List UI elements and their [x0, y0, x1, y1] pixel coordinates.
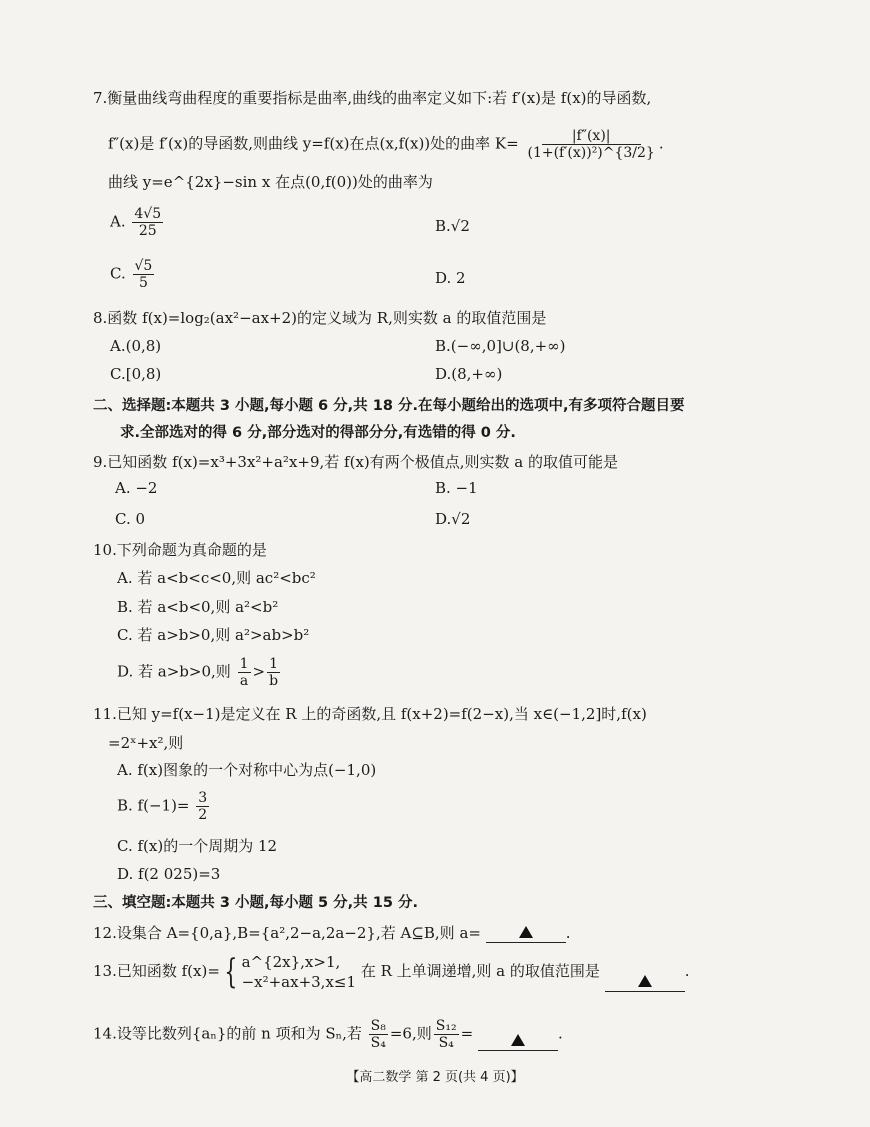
q8-option-c: C.[0,8): [110, 365, 162, 383]
q9-option-b: B. −1: [435, 479, 478, 497]
q9-option-a: A. −2: [115, 479, 158, 497]
q11-option-c: C. f(x)的一个周期为 12: [117, 837, 278, 855]
section3-heading: 三、填空题:本题共 3 小题,每小题 5 分,共 15 分.: [93, 895, 418, 911]
page-footer: 【高二数学 第 2 页(共 4 页)】: [346, 1070, 524, 1085]
q13-line: [93, 952, 689, 992]
fraction-numerator: √5: [134, 258, 153, 274]
q7-option-c: [110, 258, 156, 291]
q10-option-b: B. 若 a<b<0,则 a²<b²: [117, 598, 279, 616]
q12-line: [93, 922, 571, 943]
fraction-denominator: b: [269, 673, 279, 689]
q7-line2: f″(x)是 f′(x)的导函数,则曲线 y=f(x)在点(x,f(x))处的曲率 K= $\frac{|f''(x)|}{\text{(1+(f′(x))²)\textasciicircum{}\{3/2\}}}$ .: [108, 128, 664, 161]
fraction-three-halves: [196, 790, 209, 823]
equals: =: [460, 1024, 474, 1043]
q11-option-a: A. f(x)图象的一个对称中心为点(−1,0): [117, 761, 377, 779]
option-label: A.: [110, 212, 126, 231]
q10-option-c: C. 若 a>b>0,则 a²>ab>b²: [117, 626, 310, 644]
fraction-denominator: S₄: [438, 1035, 454, 1051]
q13-answer-blank[interactable]: [605, 971, 685, 992]
left-brace-icon: {: [224, 952, 238, 992]
q7-line3: 曲线 y=e^{2x}−sin x 在点(0,f(0))处的曲率为: [108, 173, 433, 191]
q8-stem: 8.函数 f(x)=log₂(ax²−ax+2)的定义域为 R,则实数 a 的取值范围是: [93, 309, 547, 327]
q14-stem: 14.设等比数列{aₙ}的前 n 项和为 Sₙ,若: [93, 1024, 362, 1043]
fraction-denominator: 5: [138, 275, 148, 291]
q8-option-d: D.(8,+∞): [435, 365, 503, 383]
q8-option-b: B.(−∞,0]∪(8,+∞): [435, 337, 566, 355]
fraction-numerator: 3: [198, 790, 208, 806]
fraction-denominator: 25: [138, 223, 157, 239]
fraction-denominator: S₄: [370, 1035, 386, 1051]
fraction-denominator: a: [239, 673, 249, 689]
q14-middle: =6,则: [389, 1024, 432, 1043]
q12-stem: 12.设集合 A={0,a},B={a²,2−a,2a−2},若 A⊆B,则 a=: [93, 924, 481, 942]
fraction-s12-over-s4: [434, 1018, 459, 1051]
triangle-icon: [519, 926, 533, 938]
greater-than: >: [252, 662, 266, 681]
period: .: [557, 1024, 563, 1043]
piecewise-function: [242, 952, 356, 992]
fraction-numerator: 1: [269, 656, 279, 672]
q9-stem: 9.已知函数 f(x)=x³+3x²+a²x+9,若 f(x)有两个极值点,则实数 a 的取值可能是: [93, 453, 619, 471]
q11-line2: =2ˣ+x²,则: [108, 734, 184, 752]
q12-answer-blank[interactable]: [486, 922, 566, 943]
fraction-numerator: 4√5: [134, 206, 162, 222]
fraction-s8-over-s4: [369, 1018, 388, 1051]
fraction-numerator: S₈: [370, 1018, 386, 1034]
period: .: [684, 962, 690, 980]
q10-stem: 10.下列命题为真命题的是: [93, 541, 267, 559]
fraction-denominator: 2: [198, 807, 208, 823]
q11-option-b: [117, 790, 211, 823]
period: .: [565, 924, 571, 942]
q10-option-d-text: D. 若 a>b>0,则: [117, 662, 231, 681]
q8-option-a: A.(0,8): [110, 337, 162, 355]
q11-line1: 11.已知 y=f(x−1)是定义在 R 上的奇函数,且 f(x+2)=f(2−x),当 x∈(−1,2]时,f(x): [93, 705, 647, 723]
q7-option-a: [110, 206, 165, 239]
piece-lower: −x²+ax+3,x≤1: [241, 973, 357, 991]
triangle-icon: [511, 1034, 525, 1046]
q9-option-c: C. 0: [115, 510, 146, 528]
q10-option-d: [117, 656, 282, 689]
curvature-denominator: (1+(f′(x))²)^{3/2}: [527, 145, 655, 161]
fraction-1-over-a: [238, 656, 251, 689]
q7-line2-text: f″(x)是 f′(x)的导函数,则曲线 y=f(x)在点(x,f(x))处的曲率 K=: [108, 134, 519, 153]
fraction-1-over-b: [267, 656, 280, 689]
triangle-icon: [638, 975, 652, 987]
q7-option-c-fraction: [133, 258, 155, 291]
q7-option-b: B.√2: [435, 217, 470, 235]
fraction-numerator: 1: [239, 656, 249, 672]
piece-upper: a^{2x},x>1,: [241, 953, 341, 971]
section2-heading: 二、选择题:本题共 3 小题,每小题 6 分,共 18 分.在每小题给出的选项中,有多项符合题目要: [93, 398, 685, 414]
q9-option-d: D.√2: [435, 510, 471, 528]
q14-answer-blank[interactable]: [478, 1030, 558, 1051]
section2-instruction: 求.全部选对的得 6 分,部分选对的得部分分,有选错的得 0 分.: [120, 425, 516, 441]
fraction-numerator: S₁₂: [435, 1018, 457, 1034]
q14-line: [93, 1018, 563, 1051]
q11-option-d: D. f(2 025)=3: [117, 865, 221, 883]
q11-option-b-text: B. f(−1)=: [117, 796, 190, 815]
q7-option-a-fraction: [132, 206, 163, 239]
q7-option-d: D. 2: [435, 269, 466, 287]
q13-stem-end: 在 R 上单调递增,则 a 的取值范围是: [360, 962, 600, 980]
q7-line1: 7.衡量曲线弯曲程度的重要指标是曲率,曲线的曲率定义如下:若 f′(x)是 f(x)的导函数,: [93, 89, 652, 107]
curvature-fraction: [525, 128, 656, 161]
curvature-numerator: |f″(x)|: [542, 128, 641, 145]
option-label: C.: [110, 264, 126, 283]
q13-stem-start: 13.已知函数 f(x)=: [93, 962, 220, 980]
q10-option-a: A. 若 a<b<c<0,则 ac²<bc²: [117, 569, 316, 587]
